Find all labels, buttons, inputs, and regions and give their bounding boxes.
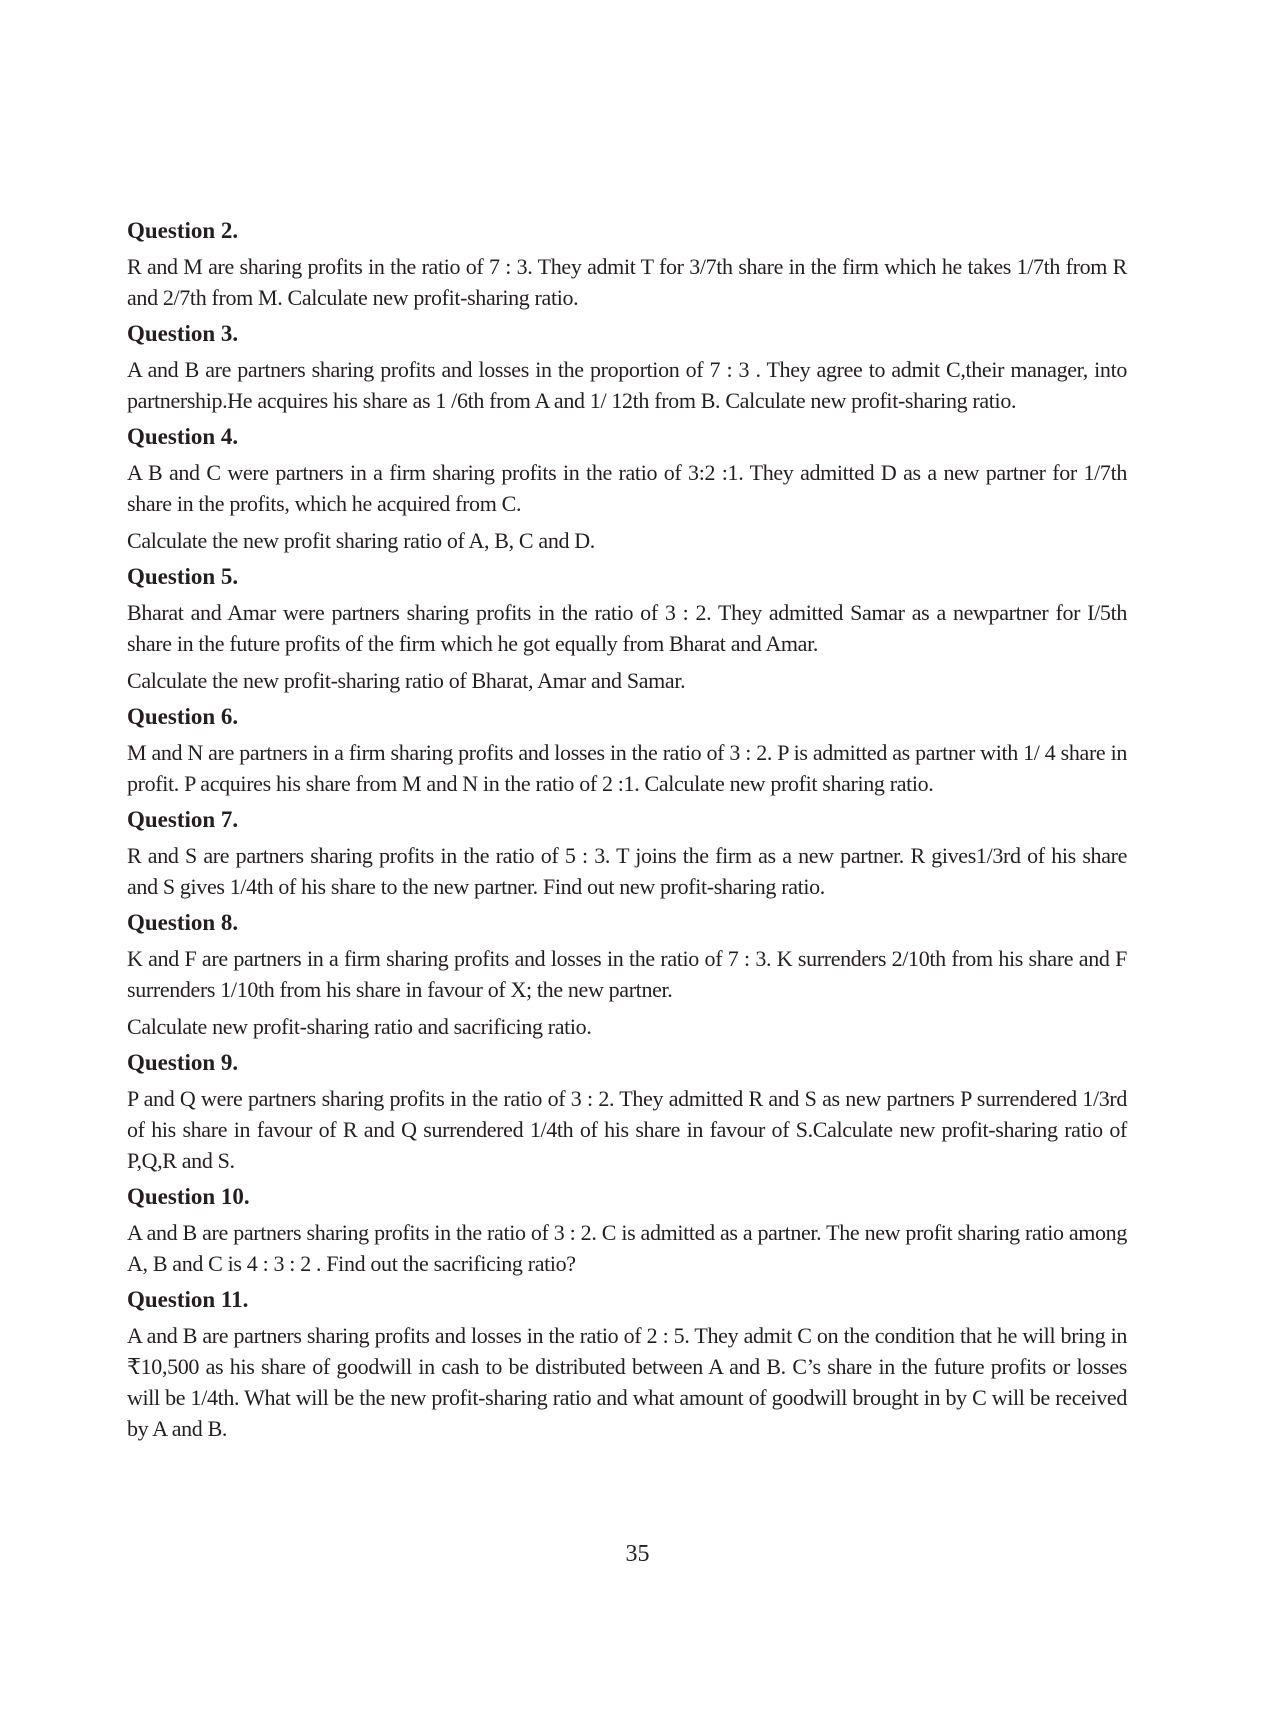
question-10 [127, 1182, 1127, 1279]
question-heading: Question 11. [127, 1287, 249, 1312]
question-heading: Question 9. [127, 1050, 239, 1075]
question-text: A and B are partners sharing profits in the ratio of 3 : 2. C is admitted as a partner. The new profit sharing ratio among A, B and C is 4 : 3 : 2 . Find out the sacrificing ratio? [127, 1220, 1127, 1276]
question-5 [127, 562, 1127, 696]
question-9 [127, 1048, 1127, 1176]
question-11 [127, 1285, 1127, 1444]
question-8 [127, 908, 1127, 1042]
question-heading: Question 8. [127, 910, 239, 935]
question-heading: Question 5. [127, 564, 239, 589]
question-text: Bharat and Amar were partners sharing profits in the ratio of 3 : 2. They admitted Samar as a newpartner for I/5th share in the future profits of the firm which he got equally from Bharat and Amar. [127, 600, 1127, 656]
question-heading: Question 3. [127, 321, 239, 346]
question-6 [127, 702, 1127, 799]
page-number: 35 [625, 1541, 650, 1567]
question-text: A and B are partners sharing profits and losses in the ratio of 2 : 5. They admit C on the condition that he will bring in ₹10,500 as his share of goodwill in cash to be distributed between A and B. C’s share in the future profits or losses will be 1/4th. What will be the new profit-sharing ratio and what amount of goodwill brought in by C will be received by A and B. [127, 1323, 1127, 1441]
question-heading: Question 4. [127, 424, 239, 449]
question-2 [127, 216, 1127, 313]
question-text: P and Q were partners sharing profits in the ratio of 3 : 2. They admitted R and S as new partners P surrendered 1/3rd of his share in favour of R and Q surrendered 1/4th of his share in favour of S.Calculate new profit-sharing ratio of P,Q,R and S. [127, 1086, 1127, 1173]
question-text: M and N are partners in a firm sharing profits and losses in the ratio of 3 : 2. P is admitted as partner with 1/ 4 share in profit. P acquires his share from M and N in the ratio of 2 :1. Calculate new profit sharing ratio. [127, 740, 1127, 796]
question-text: K and F are partners in a firm sharing profits and losses in the ratio of 7 : 3. K surrenders 2/10th from his share and F surrenders 1/10th from his share in favour of X; the new partner. [127, 946, 1127, 1002]
question-text: A B and C were partners in a firm sharing profits in the ratio of 3:2 :1. They admitted D as a new partner for 1/7th share in the profits, which he acquired from C. [127, 460, 1127, 516]
question-text: R and M are sharing profits in the ratio of 7 : 3. They admit T for 3/7th share in the firm which he takes 1/7th from R and 2/7th from M. Calculate new profit-sharing ratio. [127, 254, 1127, 310]
question-heading: Question 2. [127, 218, 239, 243]
question-heading: Question 10. [127, 1184, 250, 1209]
question-text: A and B are partners sharing profits and losses in the proportion of 7 : 3 . They agree to admit C,their manager, into partnership.He acquires his share as 1 /6th from A and 1/ 12th from B. Calculate new profit-sharing ratio. [127, 357, 1127, 413]
question-text: Calculate the new profit sharing ratio of A, B, C and D. [127, 528, 595, 553]
question-text: Calculate new profit-sharing ratio and sacrificing ratio. [127, 1014, 592, 1039]
question-4 [127, 422, 1127, 556]
question-7 [127, 805, 1127, 902]
question-3 [127, 319, 1127, 416]
question-heading: Question 7. [127, 807, 239, 832]
question-heading: Question 6. [127, 704, 239, 729]
question-text: R and S are partners sharing profits in the ratio of 5 : 3. T joins the firm as a new partner. R gives1/3rd of his share and S gives 1/4th of his share to the new partner. Find out new profit-sharing ratio. [127, 843, 1127, 899]
question-list [127, 216, 1127, 1450]
question-text: Calculate the new profit-sharing ratio of Bharat, Amar and Samar. [127, 668, 686, 693]
